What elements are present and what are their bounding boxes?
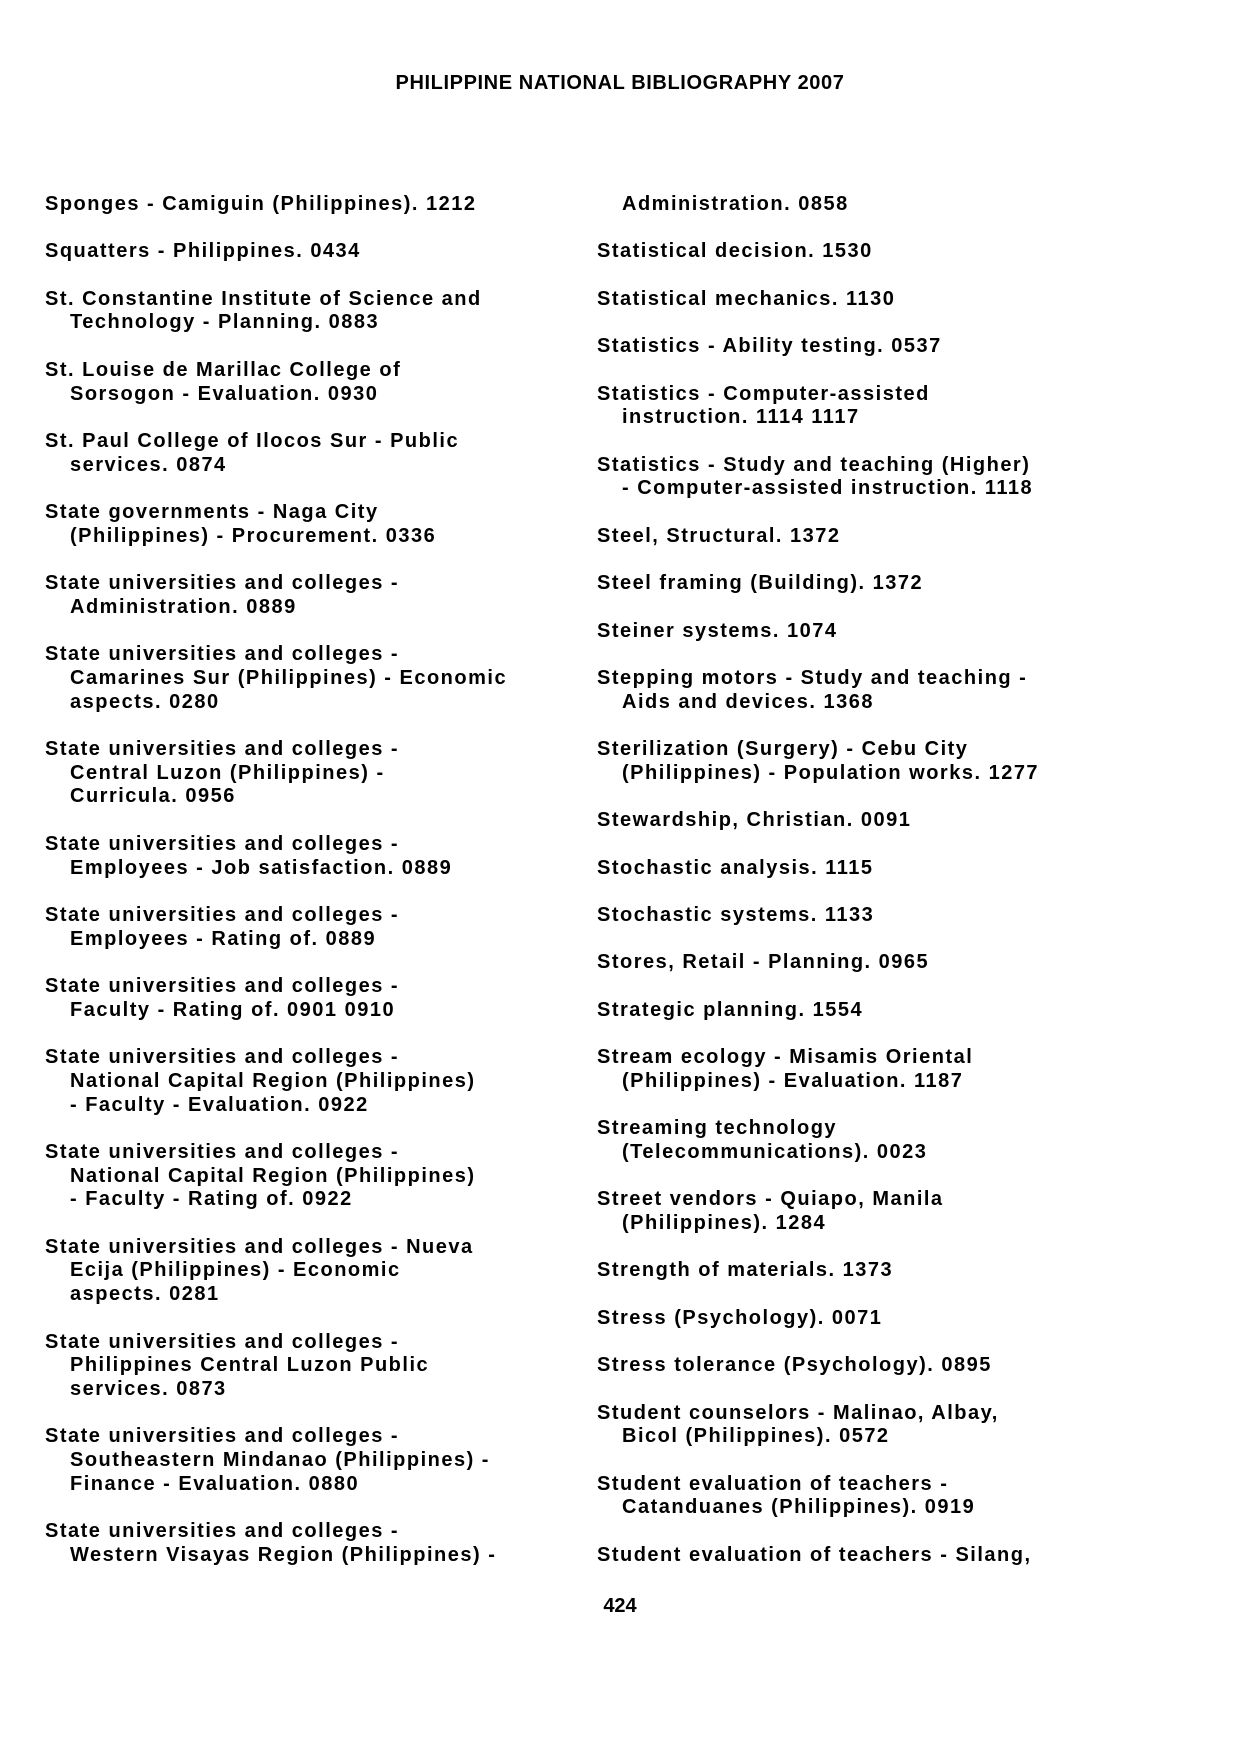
index-entry: St. Paul College of Ilocos Sur - Public services. 0874 — [45, 429, 460, 476]
index-entry: State universities and colleges - Faculty - Rating of. 0901 0910 — [45, 975, 400, 1021]
index-entry: Steel, Structural. 1372 — [597, 524, 841, 547]
index-entry: State universities and colleges - Administration. 0889 — [45, 572, 400, 618]
index-entry: Statistics - Computer-assisted instruction. 1114 1117 — [597, 382, 930, 429]
index-entry: Steiner systems. 1074 — [597, 619, 838, 642]
index-entry: Squatters - Philippines. 0434 — [45, 240, 361, 263]
left-index-column — [45, 193, 565, 1591]
index-entry: Student evaluation of teachers - Silang, — [597, 1543, 1032, 1566]
index-entry: State universities and colleges - Southeastern Mindanao (Philippines) - Finance - Evaluation. 0880 — [45, 1425, 490, 1495]
index-entry: State universities and colleges - Central Luzon (Philippines) - Curricula. 0956 — [45, 738, 400, 808]
index-entry: State universities and colleges - National Capital Region (Philippines) - Faculty - Rating of. 0922 — [45, 1140, 476, 1211]
index-entry: Statistics - Study and teaching (Higher) - Computer-assisted instruction. 1118 — [597, 453, 1034, 500]
index-entry: Statistical decision. 1530 — [597, 240, 873, 263]
index-entry: Stepping motors - Study and teaching - Aids and devices. 1368 — [597, 666, 1028, 713]
index-entry: State universities and colleges - Western Visayas Region (Philippines) - — [45, 1520, 497, 1566]
index-entry: State universities and colleges - Nueva Ecija (Philippines) - Economic aspects. 0281 — [45, 1235, 474, 1306]
index-entry: State universities and colleges - Camarines Sur (Philippines) - Economic aspects. 0280 — [45, 643, 508, 713]
page-title: PHILIPPINE NATIONAL BIBLIOGRAPHY 2007 — [395, 72, 845, 94]
index-entry: Student counselors - Malinao, Albay, Bicol (Philippines). 0572 — [597, 1401, 999, 1448]
index-entry: Steel framing (Building). 1372 — [597, 572, 924, 595]
page-number: 424 — [603, 1595, 637, 1617]
index-entry: Stress tolerance (Psychology). 0895 — [597, 1354, 992, 1377]
index-entry: Stewardship, Christian. 0091 — [597, 809, 912, 832]
index-entry: Student evaluation of teachers - Catanduanes (Philippines). 0919 — [597, 1472, 976, 1519]
index-entry: Statistical mechanics. 1130 — [597, 287, 896, 310]
index-entry: State universities and colleges - National Capital Region (Philippines) - Faculty - Evaluation. 0922 — [45, 1046, 476, 1116]
index-entry-continuation: Administration. 0858 — [622, 193, 849, 215]
index-entry: Street vendors - Quiapo, Manila (Philippines). 1284 — [597, 1188, 944, 1234]
index-entry: Stream ecology - Misamis Oriental (Philippines) - Evaluation. 1187 — [597, 1046, 974, 1092]
index-entry: Stress (Psychology). 0071 — [597, 1306, 883, 1329]
index-entry: Strategic planning. 1554 — [597, 998, 864, 1021]
index-entry: State universities and colleges - Employees - Job satisfaction. 0889 — [45, 832, 453, 879]
index-entry: St. Constantine Institute of Science and Technology - Planning. 0883 — [45, 287, 482, 334]
index-entry: Stores, Retail - Planning. 0965 — [597, 951, 930, 974]
index-entry: State universities and colleges - Employees - Rating of. 0889 — [45, 903, 400, 950]
index-entry: Sponges - Camiguin (Philippines). 1212 — [45, 193, 477, 215]
right-index-column — [597, 193, 1197, 1591]
index-entry: Streaming technology (Telecommunications). 0023 — [597, 1117, 928, 1163]
index-entry: Sterilization (Surgery) - Cebu City (Philippines) - Population works. 1277 — [597, 738, 1040, 784]
index-entry: State universities and colleges - Philippines Central Luzon Public services. 0873 — [45, 1330, 430, 1400]
index-entry: Strength of materials. 1373 — [597, 1259, 894, 1282]
index-entry: Stochastic systems. 1133 — [597, 903, 875, 926]
index-entry: Stochastic analysis. 1115 — [597, 856, 874, 879]
index-entry: Statistics - Ability testing. 0537 — [597, 335, 942, 358]
index-entry: State governments - Naga City (Philippines) - Procurement. 0336 — [45, 501, 437, 547]
index-entry: St. Louise de Marillac College of Sorsogon - Evaluation. 0930 — [45, 358, 402, 405]
